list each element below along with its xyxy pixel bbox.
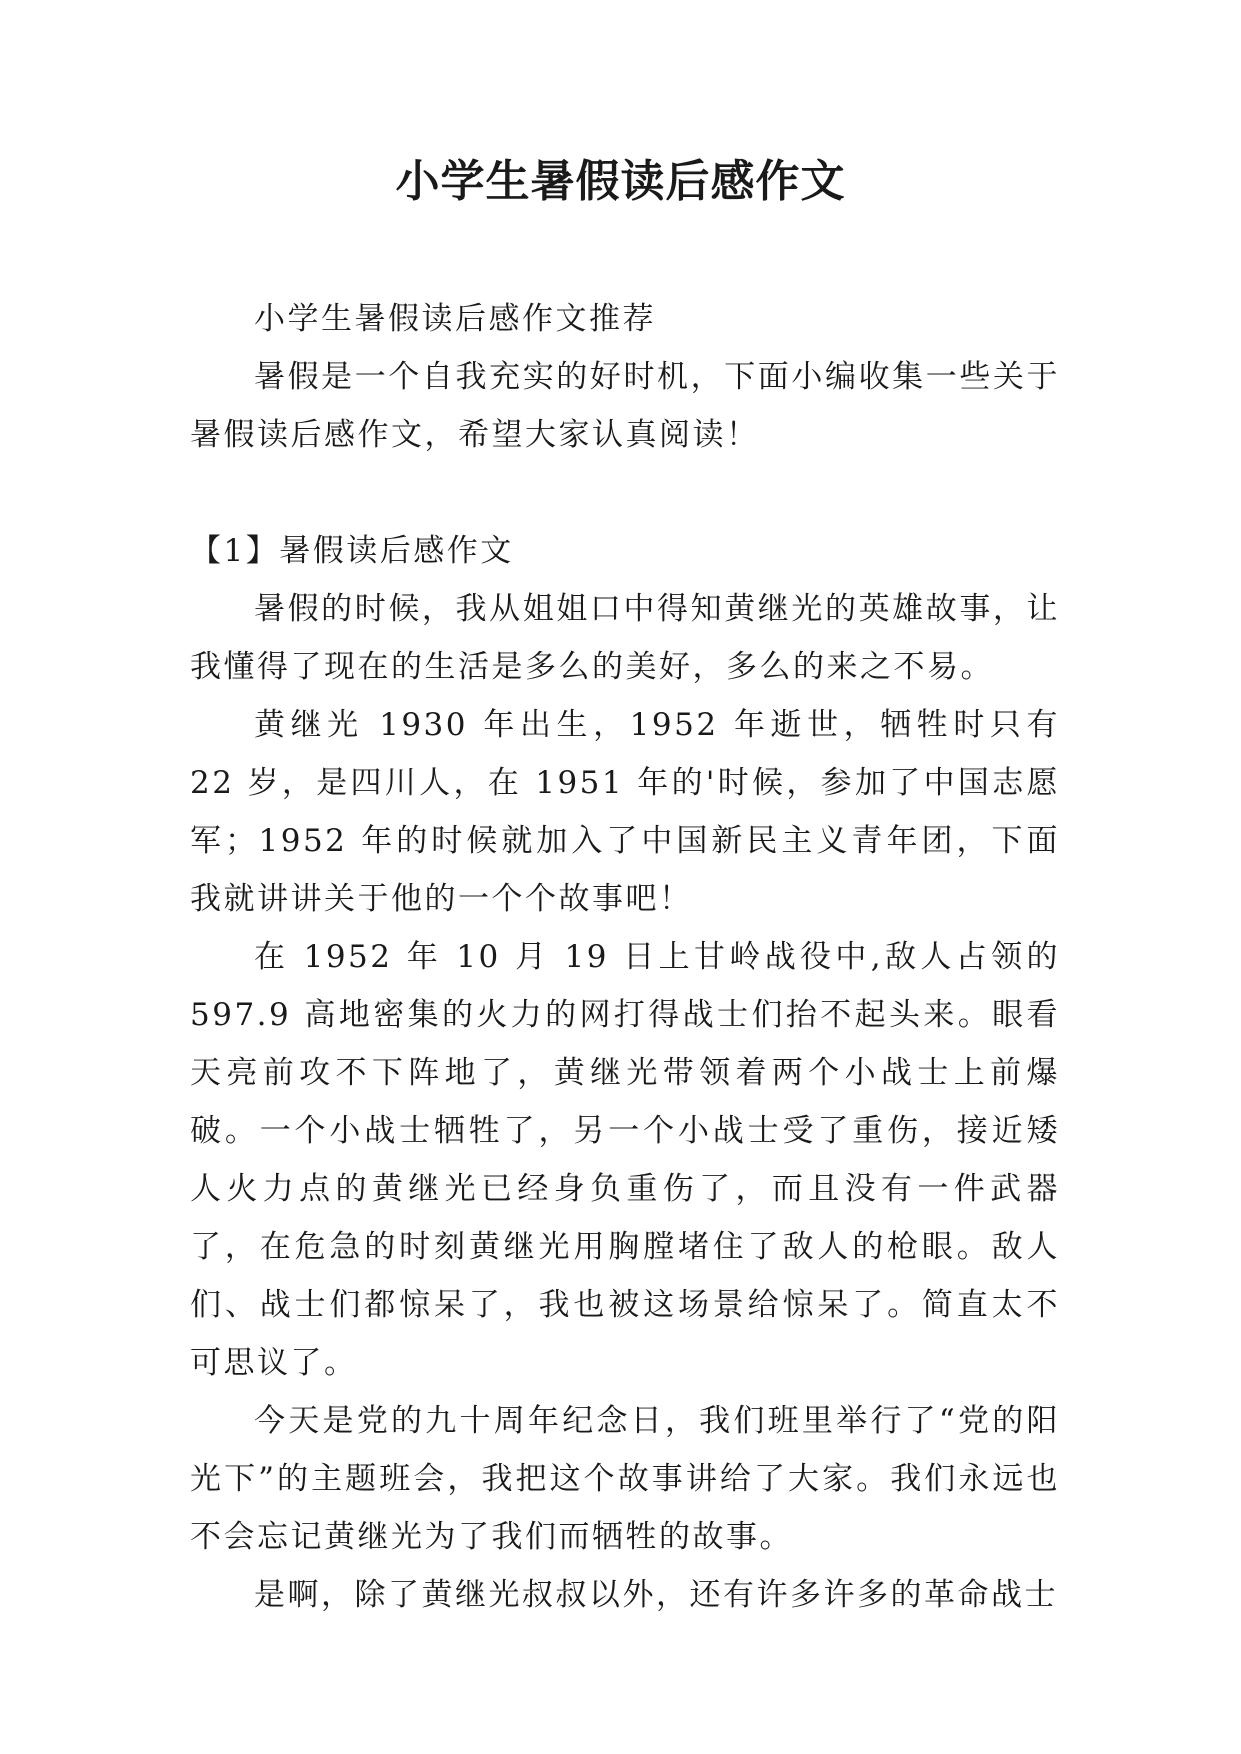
document-title: 小学生暑假读后感作文 xyxy=(395,156,846,207)
section-heading: 【1】暑假读后感作文 xyxy=(190,533,514,569)
body-paragraph: 今天是党的九十周年纪念日，我们班里举行了“党的阳光下”的主题班会，我把这个故事讲给了大家。我们永远也不会忘记黄继光为了我们而牺牲的故事。 xyxy=(190,1403,1060,1555)
document-body xyxy=(190,290,1060,1624)
body-paragraph: 在 1952 年 10 月 19 日上甘岭战役中,敌人占领的 597.9 高地密集的火力的网打得战士们抬不起头来。眼看天亮前攻不下阵地了，黄继光带领着两个小战士上前爆破。一个小战士牺牲了，另一个小战士受了重伤，接近矮人火力点的黄继光已经身负重伤了，而且没有一件武器了，在危急的时刻黄继光用胸膛堵住了敌人的枪眼。敌人们、战士们都惊呆了，我也被这场景给惊呆了。简直太不可思议了。 xyxy=(190,939,1060,1381)
body-paragraph: 黄继光 1930 年出生，1952 年逝世，牺牲时只有 22 岁，是四川人，在 1951 年的'时候，参加了中国志愿军；1952 年的时候就加入了中国新民主义青年团，下面我就讲讲关于他的一个个故事吧！ xyxy=(190,707,1060,917)
subtitle-paragraph: 小学生暑假读后感作文推荐 xyxy=(254,301,656,337)
intro-paragraph: 暑假是一个自我充实的好时机，下面小编收集一些关于暑假读后感作文，希望大家认真阅读！ xyxy=(190,359,1060,453)
body-paragraph: 是啊，除了黄继光叔叔以外，还有许多许多的革命战士 xyxy=(254,1577,1058,1613)
body-paragraph: 暑假的时候，我从姐姐口中得知黄继光的英雄故事，让我懂得了现在的生活是多么的美好，多么的来之不易。 xyxy=(190,591,1060,685)
blank-line xyxy=(190,464,1060,522)
